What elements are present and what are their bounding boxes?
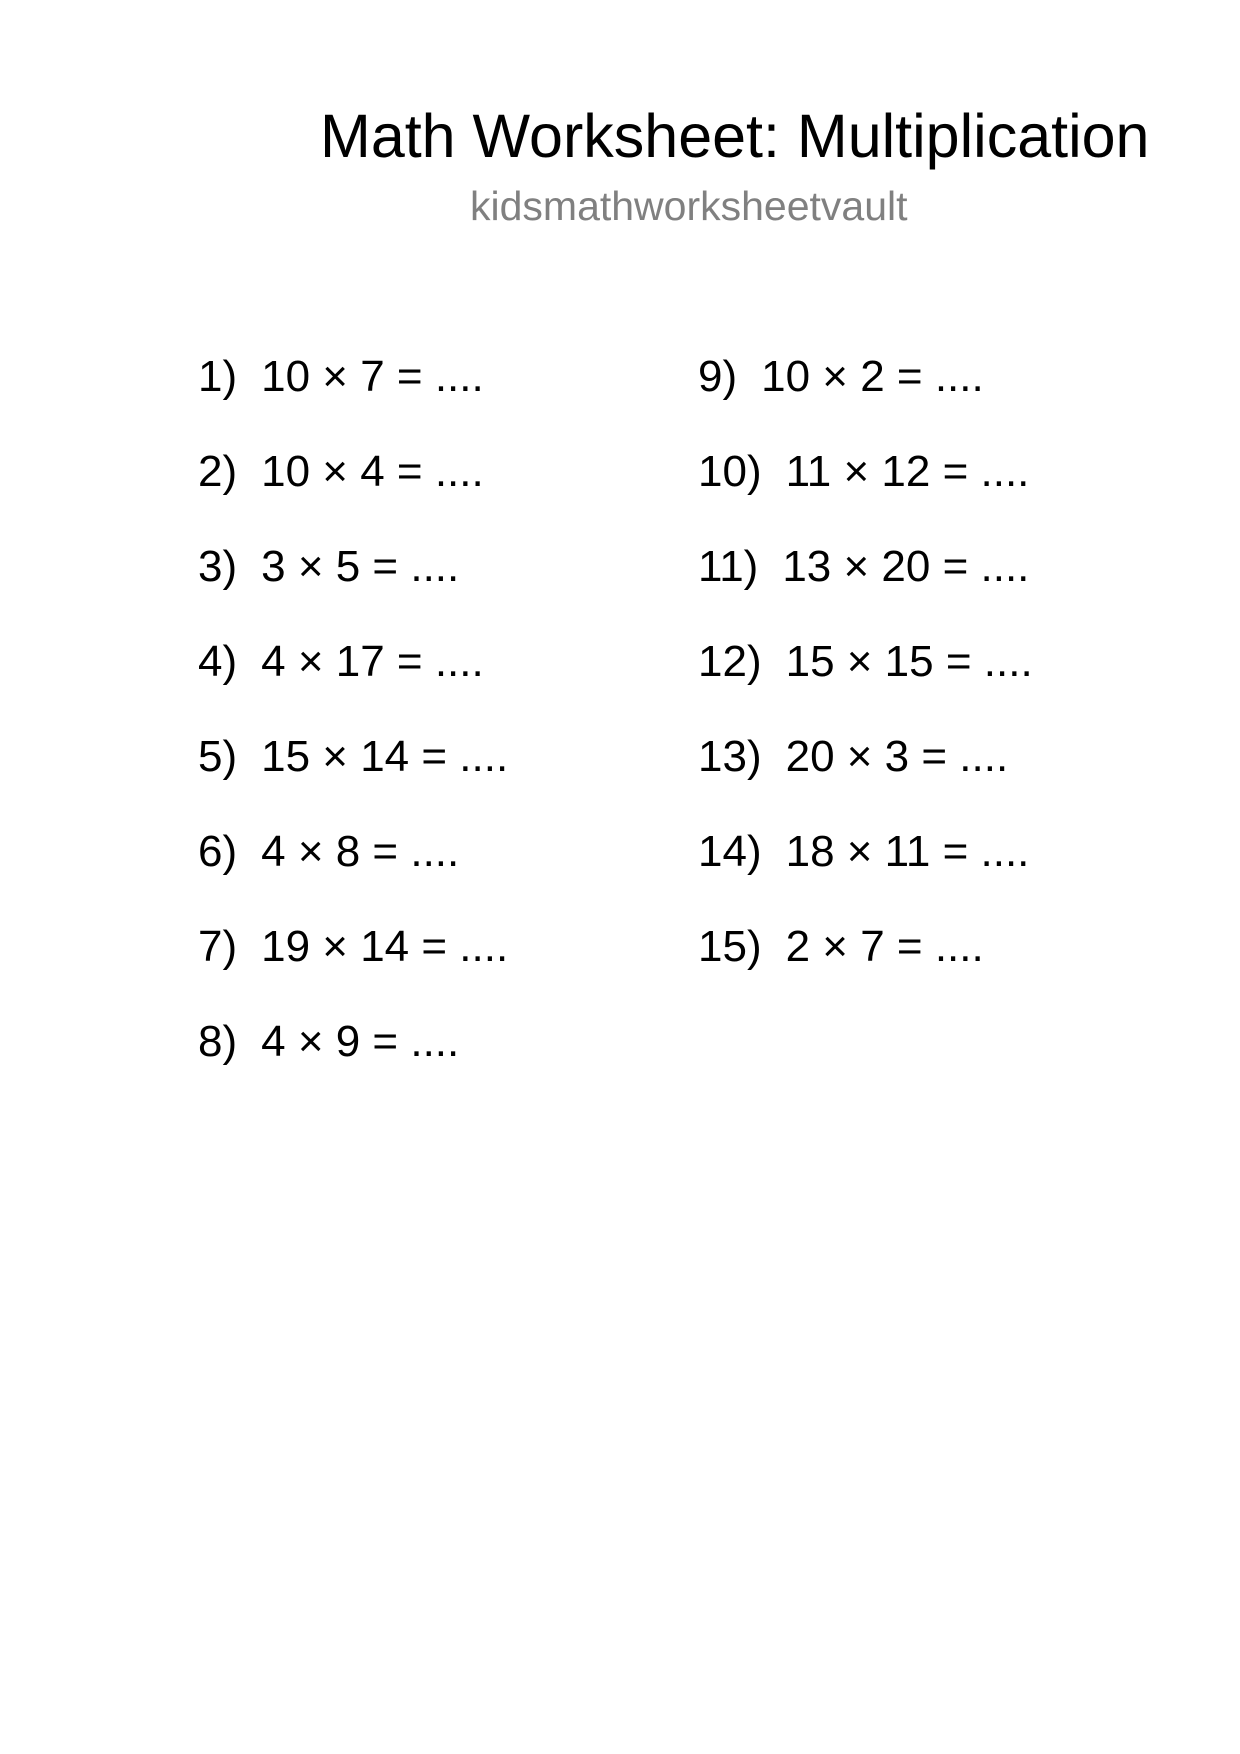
problem-item	[698, 437, 1033, 532]
problem-expression: 10 × 4 = ....	[261, 447, 484, 496]
problem-expression: 19 × 14 = ....	[261, 922, 509, 971]
problem-item	[198, 437, 508, 532]
problem-item	[698, 342, 1033, 437]
problem-expression: 4 × 17 = ....	[261, 637, 484, 686]
problem-expression: 20 × 3 = ....	[785, 732, 1009, 781]
problem-item	[698, 817, 1033, 912]
problem-expression: 15 × 15 = ....	[785, 637, 1033, 686]
problem-expression: 11 × 12 = ....	[785, 447, 1030, 496]
problem-number: 6)	[198, 827, 238, 876]
problem-item	[198, 532, 508, 627]
problem-item	[198, 817, 508, 912]
problem-number: 5)	[198, 732, 238, 781]
problem-number: 8)	[198, 1017, 238, 1066]
problem-number: 3)	[198, 542, 238, 591]
problem-number: 2)	[198, 447, 238, 496]
problem-number: 11)	[698, 542, 759, 591]
problem-number: 13)	[698, 732, 762, 781]
problem-number: 10)	[698, 447, 762, 496]
problem-column-left	[198, 342, 508, 1102]
problem-item	[198, 342, 508, 437]
page-title: Math Worksheet: Multiplication	[320, 102, 1150, 170]
problem-item	[198, 912, 508, 1007]
problem-item	[198, 1007, 508, 1102]
problem-number: 12)	[698, 637, 762, 686]
problem-column-right	[698, 342, 1033, 1007]
problem-item	[198, 627, 508, 722]
problem-number: 1)	[198, 352, 238, 401]
problem-expression: 10 × 2 = ....	[761, 352, 984, 401]
problem-expression: 15 × 14 = ....	[261, 732, 509, 781]
problem-expression: 3 × 5 = ....	[261, 542, 460, 591]
problem-expression: 18 × 11 = ....	[785, 827, 1030, 876]
problem-item	[698, 627, 1033, 722]
problem-expression: 13 × 20 = ....	[782, 542, 1030, 591]
problem-number: 9)	[698, 352, 738, 401]
problem-number: 7)	[198, 922, 238, 971]
problem-number: 4)	[198, 637, 238, 686]
problem-item	[698, 912, 1033, 1007]
problem-number: 15)	[698, 922, 762, 971]
page-subtitle: kidsmathworksheetvault	[470, 183, 908, 229]
problem-expression: 2 × 7 = ....	[785, 922, 984, 971]
problem-item	[698, 532, 1033, 627]
problem-item	[198, 722, 508, 817]
problem-expression: 4 × 9 = ....	[261, 1017, 460, 1066]
problem-item	[698, 722, 1033, 817]
problem-number: 14)	[698, 827, 762, 876]
problem-expression: 4 × 8 = ....	[261, 827, 460, 876]
problem-expression: 10 × 7 = ....	[261, 352, 484, 401]
